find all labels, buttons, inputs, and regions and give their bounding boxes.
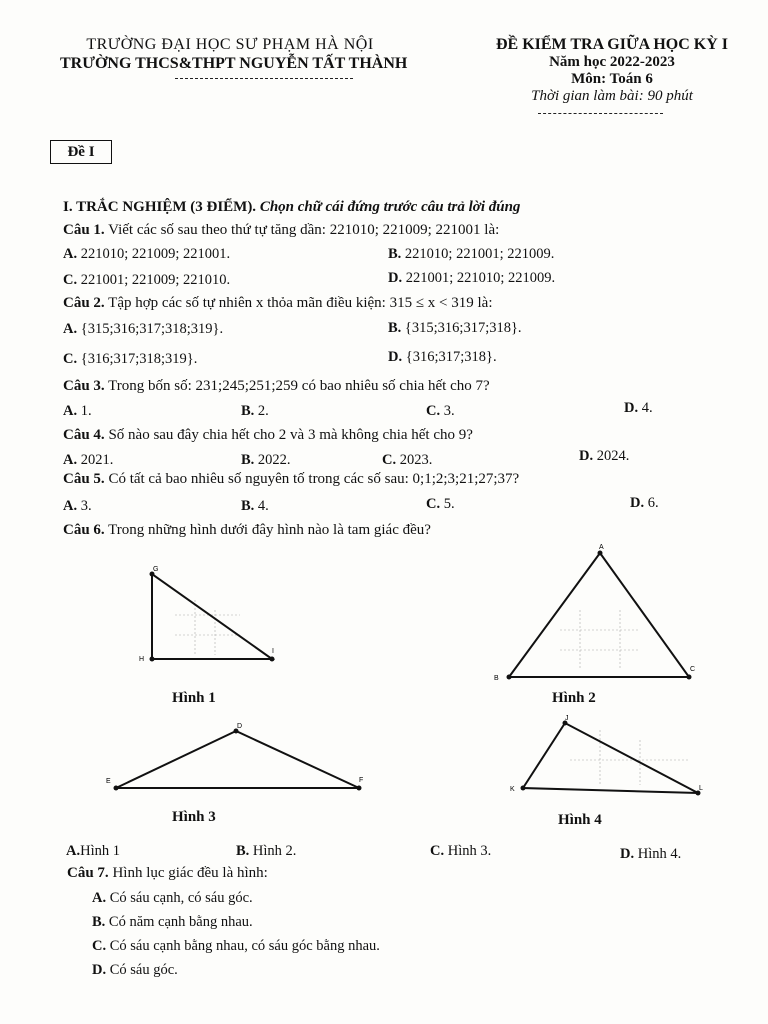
option-5d <box>630 495 659 512</box>
vertex-d: D <box>237 723 243 730</box>
question-2 <box>63 295 493 312</box>
option-3b <box>241 403 269 420</box>
question-1 <box>63 222 499 239</box>
school-name-university: TRƯỜNG ĐẠI HỌC SƯ PHẠM HÀ NỘI <box>86 36 374 53</box>
option-letter: A. <box>63 498 78 514</box>
option-3c <box>426 403 455 420</box>
section-instruction: Chọn chữ cái đứng trước câu trả lời đúng <box>259 199 521 215</box>
option-5b <box>241 498 269 515</box>
question-3 <box>63 378 490 395</box>
triangle-figures <box>0 540 768 840</box>
option-2b <box>388 320 522 337</box>
question-label: Câu 7. <box>67 865 109 881</box>
option-4c <box>382 452 432 469</box>
option-letter: B. <box>241 403 255 419</box>
option-letter: A. <box>92 890 107 906</box>
header-divider-right <box>538 113 663 114</box>
option-letter: C. <box>92 938 107 954</box>
option-letter: C. <box>426 496 441 512</box>
option-letter: D. <box>388 270 403 286</box>
option-2c <box>63 351 197 368</box>
option-text: 221001; 221009; 221010. <box>80 272 231 288</box>
option-4b <box>241 452 291 469</box>
option-text: 221010; 221001; 221009. <box>404 246 555 262</box>
question-7 <box>67 865 268 882</box>
option-text: {316;317;318;319}. <box>80 351 198 367</box>
option-1a <box>63 246 230 263</box>
option-text: {316;317;318}. <box>405 349 497 365</box>
option-letter: C. <box>382 452 397 468</box>
option-7a <box>92 890 253 907</box>
question-text: Hình lục giác đều là hình: <box>112 865 268 881</box>
option-2d <box>388 349 497 366</box>
option-letter: D. <box>579 448 594 464</box>
header-divider-left <box>175 78 353 79</box>
question-text: Viết các số sau theo thứ tự tăng dần: 221010; 221009; 221001 là: <box>108 222 500 238</box>
option-6d <box>620 846 681 863</box>
option-letter: A. <box>63 321 78 337</box>
exam-duration: Thời gian làm bài: 90 phút <box>531 88 693 104</box>
section-heading: I. TRẮC NGHIỆM (3 ĐIỂM). <box>63 199 257 215</box>
question-label: Câu 5. <box>63 471 105 487</box>
question-4 <box>63 427 473 444</box>
vertex-f: F <box>359 777 364 784</box>
option-letter: B. <box>236 843 250 859</box>
option-text: {315;316;317;318;319}. <box>80 321 224 337</box>
option-text: 1. <box>80 403 92 419</box>
vertex-h: H <box>139 656 145 663</box>
option-text: 2021. <box>80 452 114 468</box>
exam-title: ĐỀ KIỂM TRA GIỮA HỌC KỲ I <box>495 36 729 53</box>
vertex-a: A <box>599 544 604 551</box>
option-7b <box>92 914 253 931</box>
school-year: Năm học 2022-2023 <box>549 54 675 70</box>
option-letter: B. <box>92 914 106 930</box>
option-4d <box>579 448 629 465</box>
option-6b <box>236 843 296 860</box>
option-6a <box>66 843 120 860</box>
option-letter: A. <box>63 403 78 419</box>
option-letter: C. <box>63 272 78 288</box>
option-2a <box>63 321 223 338</box>
option-letter: C. <box>63 351 78 367</box>
option-letter: B. <box>388 246 402 262</box>
option-text: Có sáu cạnh, có sáu góc. <box>109 890 253 906</box>
vertex-i: I <box>272 648 274 655</box>
option-letter: D. <box>630 495 645 511</box>
option-text: Hình 1 <box>80 843 120 859</box>
option-letter: D. <box>388 349 403 365</box>
option-text: 221010; 221009; 221001. <box>80 246 231 262</box>
option-7d <box>92 962 178 979</box>
vertex-l: L <box>699 785 703 792</box>
option-6c <box>430 843 491 860</box>
option-text: Có sáu góc. <box>109 962 178 978</box>
option-4a <box>63 452 113 469</box>
school-name-high-school: TRƯỜNG THCS&THPT NGUYỄN TẤT THÀNH <box>60 55 408 72</box>
question-label: Câu 3. <box>63 378 105 394</box>
question-label: Câu 4. <box>63 427 105 443</box>
option-text: 2022. <box>257 452 291 468</box>
option-5c <box>426 496 455 513</box>
vertex-b: B <box>494 675 499 682</box>
option-text: 4. <box>257 498 269 514</box>
option-text: {315;316;317;318}. <box>404 320 522 336</box>
option-letter: C. <box>430 843 445 859</box>
option-text: 3. <box>80 498 92 514</box>
question-text: Có tất cả bao nhiêu số nguyên tố trong các số sau: 0;1;2;3;21;27;37? <box>108 471 520 487</box>
question-5 <box>63 471 519 488</box>
question-label: Câu 2. <box>63 295 105 311</box>
option-text: Hình 4. <box>637 846 682 862</box>
option-letter: D. <box>620 846 635 862</box>
vertex-g: G <box>153 566 159 573</box>
question-text: Trong những hình dưới đây hình nào là tam giác đều? <box>108 522 431 538</box>
exam-code-box: Đề I <box>50 140 112 164</box>
option-text: Hình 3. <box>447 843 492 859</box>
question-text: Tập hợp các số tự nhiên x thỏa mãn điều kiện: 315 ≤ x < 319 là: <box>108 295 493 311</box>
option-letter: D. <box>624 400 639 416</box>
option-1d <box>388 270 555 287</box>
vertex-e: E <box>106 778 111 785</box>
option-1b <box>388 246 554 263</box>
option-letter: A. <box>63 452 78 468</box>
option-text: 6. <box>647 495 659 511</box>
option-letter: D. <box>92 962 107 978</box>
figure-3-caption: Hình 3 <box>172 809 216 825</box>
vertex-c: C <box>690 666 696 673</box>
question-label: Câu 1. <box>63 222 105 238</box>
subject: Môn: Toán 6 <box>571 71 653 87</box>
option-text: Có sáu cạnh bằng nhau, có sáu góc bằng nhau. <box>109 938 380 954</box>
option-text: 3. <box>443 403 455 419</box>
option-text: Có năm cạnh bằng nhau. <box>108 914 253 930</box>
option-text: 4. <box>641 400 653 416</box>
option-letter: C. <box>426 403 441 419</box>
triangle-jkl <box>510 715 703 796</box>
option-text: 2023. <box>399 452 433 468</box>
option-1c <box>63 272 230 289</box>
option-text: 2024. <box>596 448 630 464</box>
option-letter: A. <box>63 246 78 262</box>
question-label: Câu 6. <box>63 522 105 538</box>
question-text: Trong bốn số: 231;245;251;259 có bao nhiêu số chia hết cho 7? <box>108 378 490 394</box>
option-7c <box>92 938 380 955</box>
question-6 <box>63 522 431 539</box>
triangle-ghi <box>139 566 275 663</box>
figure-1-caption: Hình 1 <box>172 690 216 706</box>
triangle-def <box>106 723 363 791</box>
option-text: 2. <box>257 403 269 419</box>
vertex-j: J <box>565 715 569 722</box>
option-text: 5. <box>443 496 455 512</box>
option-text: 221001; 221010; 221009. <box>405 270 556 286</box>
figure-2-caption: Hình 2 <box>552 690 596 706</box>
section-title <box>63 199 520 216</box>
vertex-k: K <box>510 786 515 793</box>
option-3a <box>63 403 92 420</box>
option-text: Hình 2. <box>252 843 297 859</box>
option-3d <box>624 400 653 417</box>
option-5a <box>63 498 92 515</box>
triangle-abc <box>494 544 695 682</box>
option-letter: B. <box>241 452 255 468</box>
question-text: Số nào sau đây chia hết cho 2 và 3 mà không chia hết cho 9? <box>108 427 473 443</box>
option-letter: B. <box>388 320 402 336</box>
figure-4-caption: Hình 4 <box>558 812 602 828</box>
option-letter: A. <box>66 843 81 859</box>
option-letter: B. <box>241 498 255 514</box>
